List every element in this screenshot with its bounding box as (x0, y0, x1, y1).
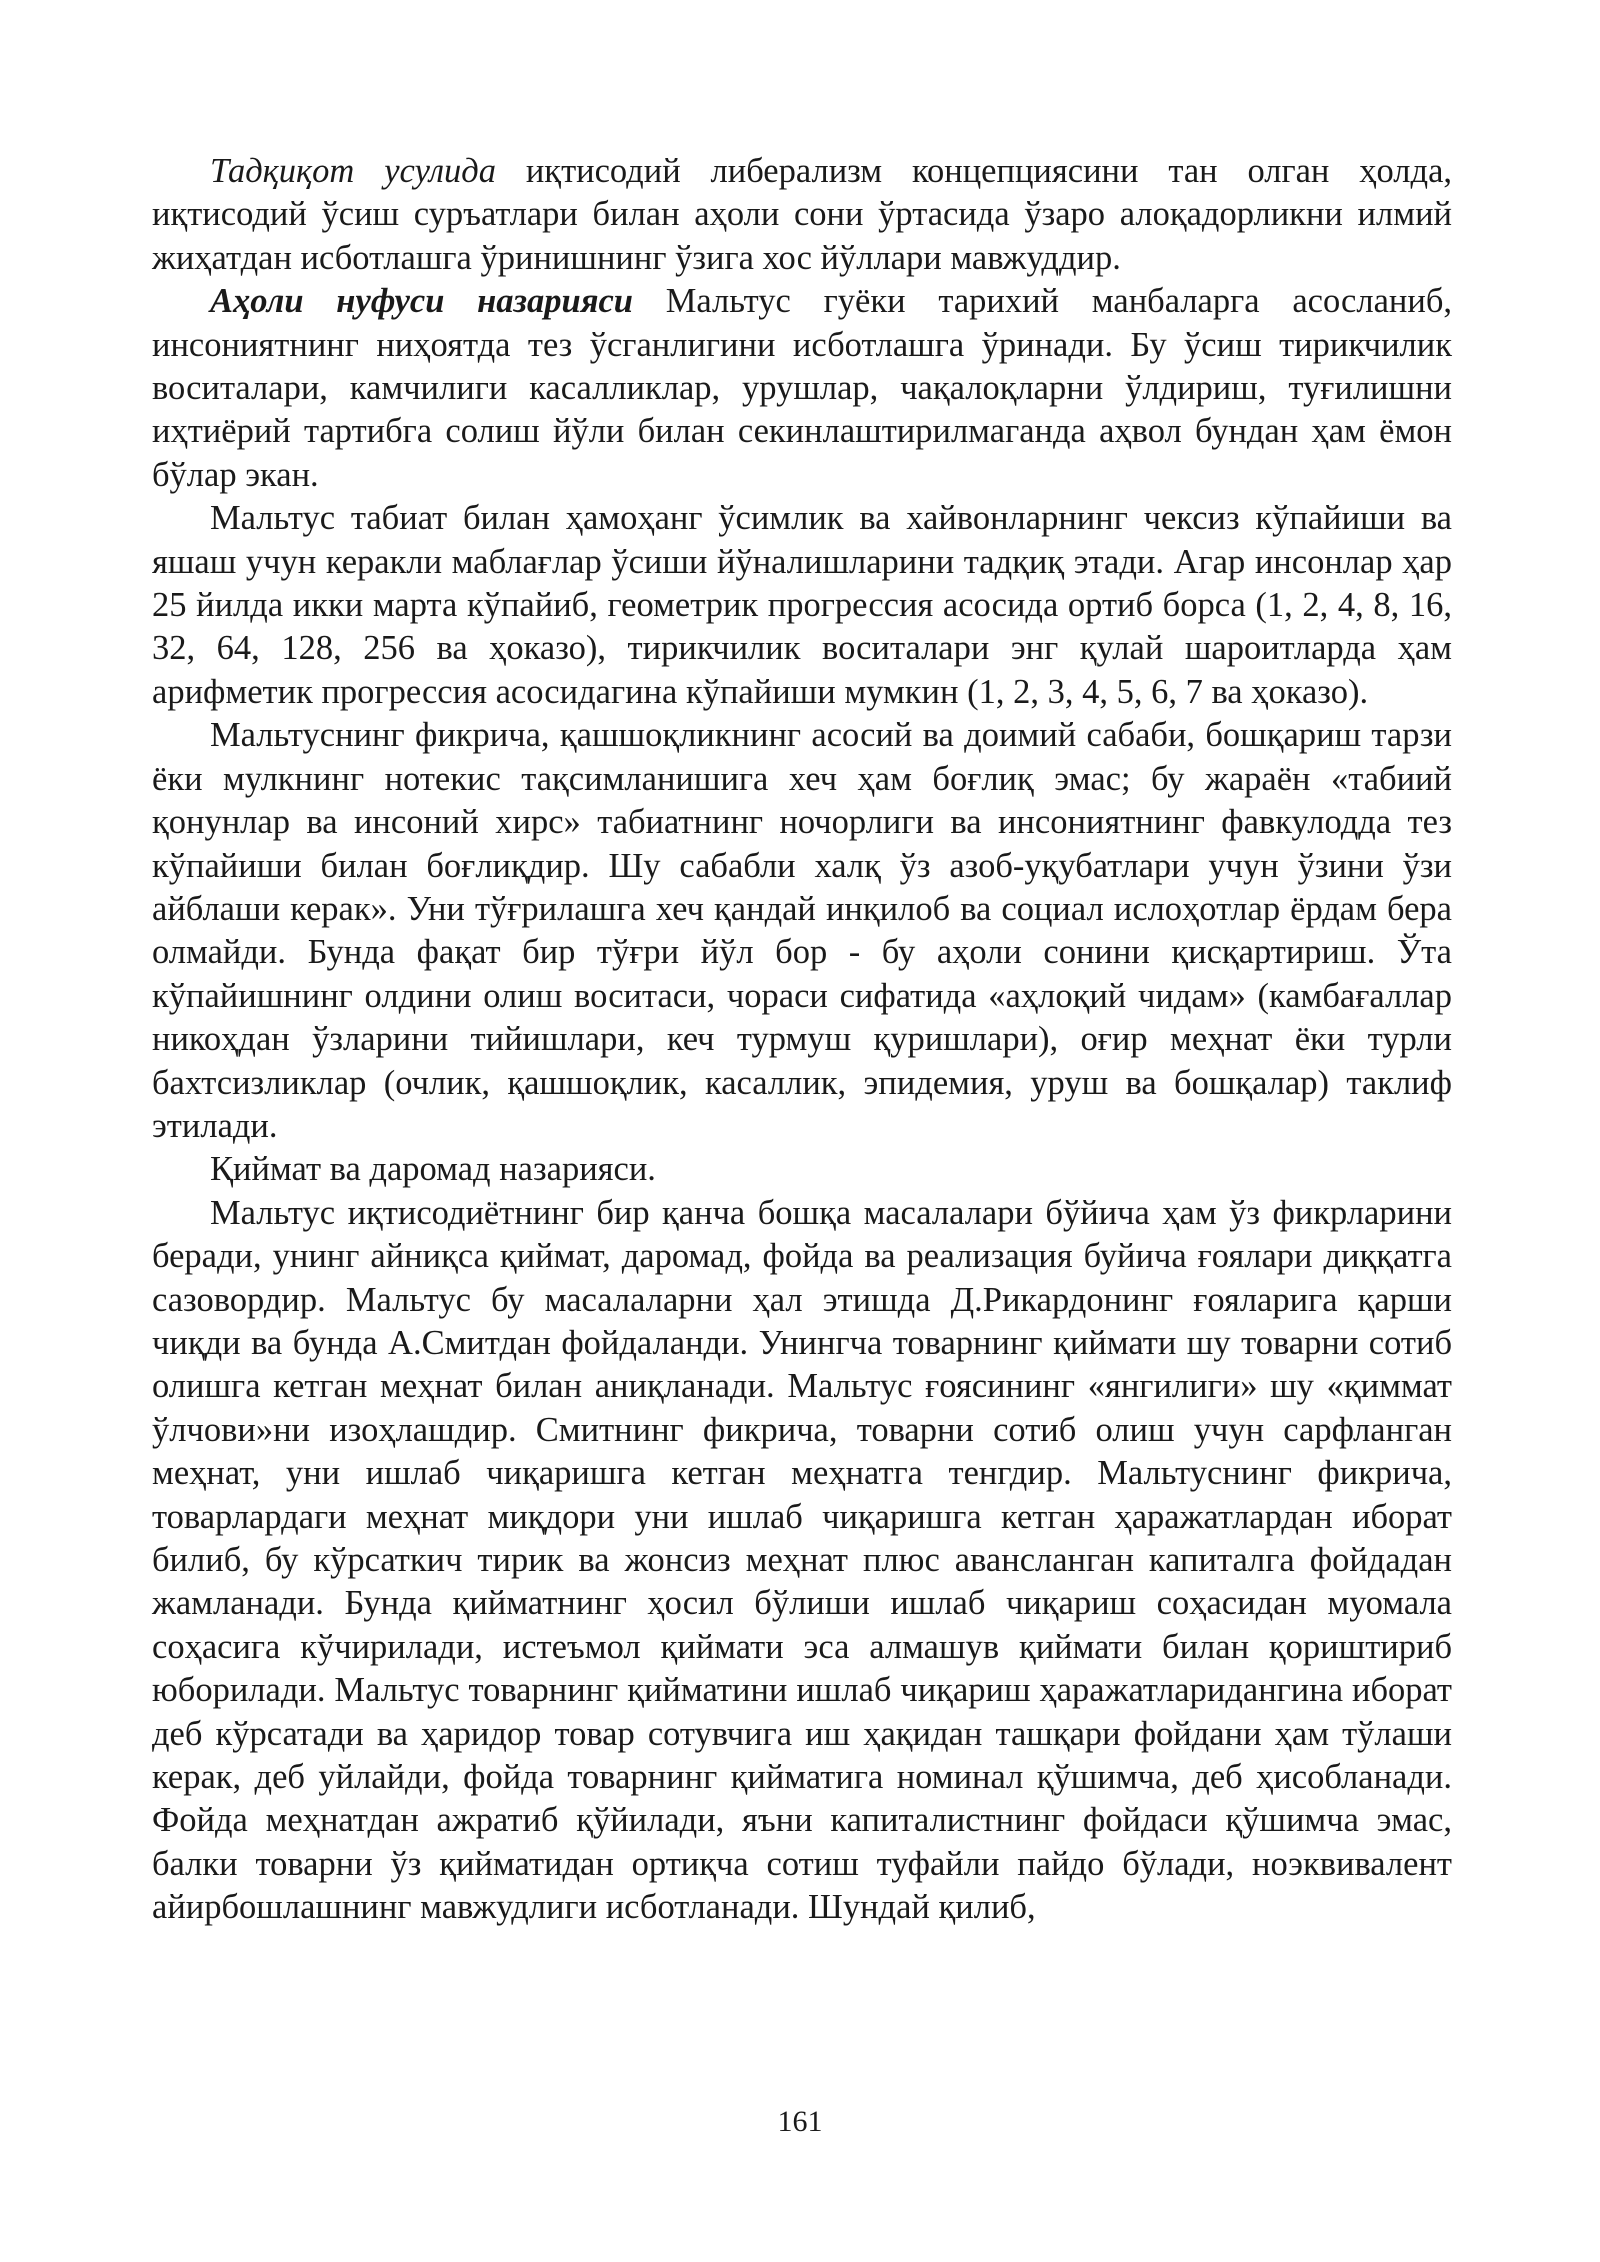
paragraph-text: Мальтус табиат билан ҳамоҳанг ўсимлик ва хайвонларнинг чексиз кўпайиши ва яшаш учун керакли маблағлар ўсиши йўналишларини тадқиқ этади. Агар инсонлар ҳар 25 йилда икки марта кўпайиб, геометрик прогрессия асосида ортиб борса (1, 2, 4, 8, 16, 32, 64, 128, 256 ва ҳоказо), тирикчилик воситалари энг қулай шароитларда ҳам арифметик прогрессия асосидагина кўпайиши мумкин (1, 2, 3, 4, 5, 6, 7 ва ҳоказо). (152, 499, 1452, 711)
paragraph-value-theory (152, 1192, 1452, 1930)
paragraph-research-method (152, 150, 1452, 280)
paragraph-text: Мальтус иқтисодиётнинг бир қанча бошқа масалалари бўйича ҳам ўз фикрларини беради, унинг айниқса қиймат, даромад, фойда ва реализация буйича ғоялари диққатга сазовордир. Мальтус бу масалаларни ҳал этишда Д.Рикардонинг ғояларига қарши чиқди ва бунда А.Смитдан фойдаланди. Унингча товарнинг қиймати шу товарни сотиб олишга кетган меҳнат билан аниқланади. Мальтус ғоясининг «янгилиги» шу «қиммат ўлчови»ни изоҳлашдир. Смитнинг фикрича, товарни сотиб олиш учун сарфланган меҳнат, уни ишлаб чиқаришга кетган меҳнатга тенгдир. Мальтуснинг фикрича, товарлардаги меҳнат миқдори уни ишлаб чиқаришга кетган ҳаражатлардан иборат билиб, бу кўрсаткич тирик ва жонсиз меҳнат плюс авансланган капиталга фойдадан жамланади. Бунда қийматнинг ҳосил бўлиши ишлаб чиқариш соҳасидан муомала соҳасига кўчирилади, истеъмол қиймати эса алмашув қиймати билан қориштириб юборилади. Мальтус товарнинг қийматини ишлаб чиқариш ҳаражатларидангина иборат деб кўрсатади ва ҳаридор товар сотувчига иш ҳақидан ташқари фойдани ҳам тўлаши керак, деб уйлайди, фойда товарнинг қийматига номинал қўшимча, деб ҳисобланади. Фойда меҳнатдан ажратиб қўйилади, яъни капиталистнинг фойдаси қўшимча эмас, балки товарни ўз қийматидан ортиқча сотиш туфайли пайдо бўлади, ноэквивалент айирбошлашнинг мавжудлиги исботланади. Шундай қилиб, (152, 1193, 1452, 1927)
paragraph-progression (152, 497, 1452, 714)
page-number: 161 (777, 2105, 823, 2138)
section-heading-value-income (152, 1148, 1452, 1191)
paragraph-poverty-causes (152, 714, 1452, 1148)
document-page (152, 150, 1452, 1930)
paragraph-population-theory (152, 280, 1452, 497)
paragraph-lead-bold-italic: Аҳоли нуфуси назарияси (210, 282, 633, 321)
paragraph-text: Мальтус гуёки тарихий манбаларга асосланиб, инсониятнинг ниҳоятда тез ўсганлигини исботлашга ўринади. Бу ўсиш тирикчилик воситалари, камчилиги касалликлар, урушлар, чақалоқларни ўлдириш, туғилишни иҳтиёрий тартибга солиш йўли билан секинлаштирилмаганда аҳвол бундан ҳам ёмон бўлар экан. (152, 282, 1453, 494)
paragraph-text: Мальтуснинг фикрича, қашшоқликнинг асосий ва доимий сабаби, бошқариш тарзи ёки мулкнинг нотекис тақсимланишига хеч ҳам боғлиқ эмас; бу жараён «табиий қонунлар ва инсоний хирс» табиатнинг ночорлиги ва инсониятнинг фавкулодда тез кўпайиши билан боғлиқдир. Шу сабабли халқ ўз азоб-уқубатлари учун ўзини ўзи айблаши керак». Уни тўғрилашга хеч қандай инқилоб ва социал ислоҳотлар ёрдам бера олмайди. Бунда фақат бир тўғри йўл бор - бу аҳоли сонини қисқартириш. Ўта кўпайишнинг олдини олиш воситаси, чораси сифатида «аҳлоқий чидам» (камбағаллар никоҳдан ўзларини тийишлари, кеч турмуш қуришлари), оғир меҳнат ёки турли бахтсизликлар (очлик, қашшоқлик, касаллик, эпидемия, уруш ва бошқалар) таклиф этилади. (152, 716, 1452, 1145)
paragraph-text: Қиймат ва даромад назарияси. (210, 1150, 656, 1189)
paragraph-lead-italic: Тадқиқот усулида (210, 152, 496, 190)
paragraph-text: иқтисодий либерализм концепциясини тан олган ҳолда, иқтисодий ўсиш суръатлари билан аҳоли сони ўртасида ўзаро алоқадорликни илмий жиҳатдан исботлашга ўринишнинг ўзига хос йўллари мавжуддир. (152, 152, 1453, 277)
